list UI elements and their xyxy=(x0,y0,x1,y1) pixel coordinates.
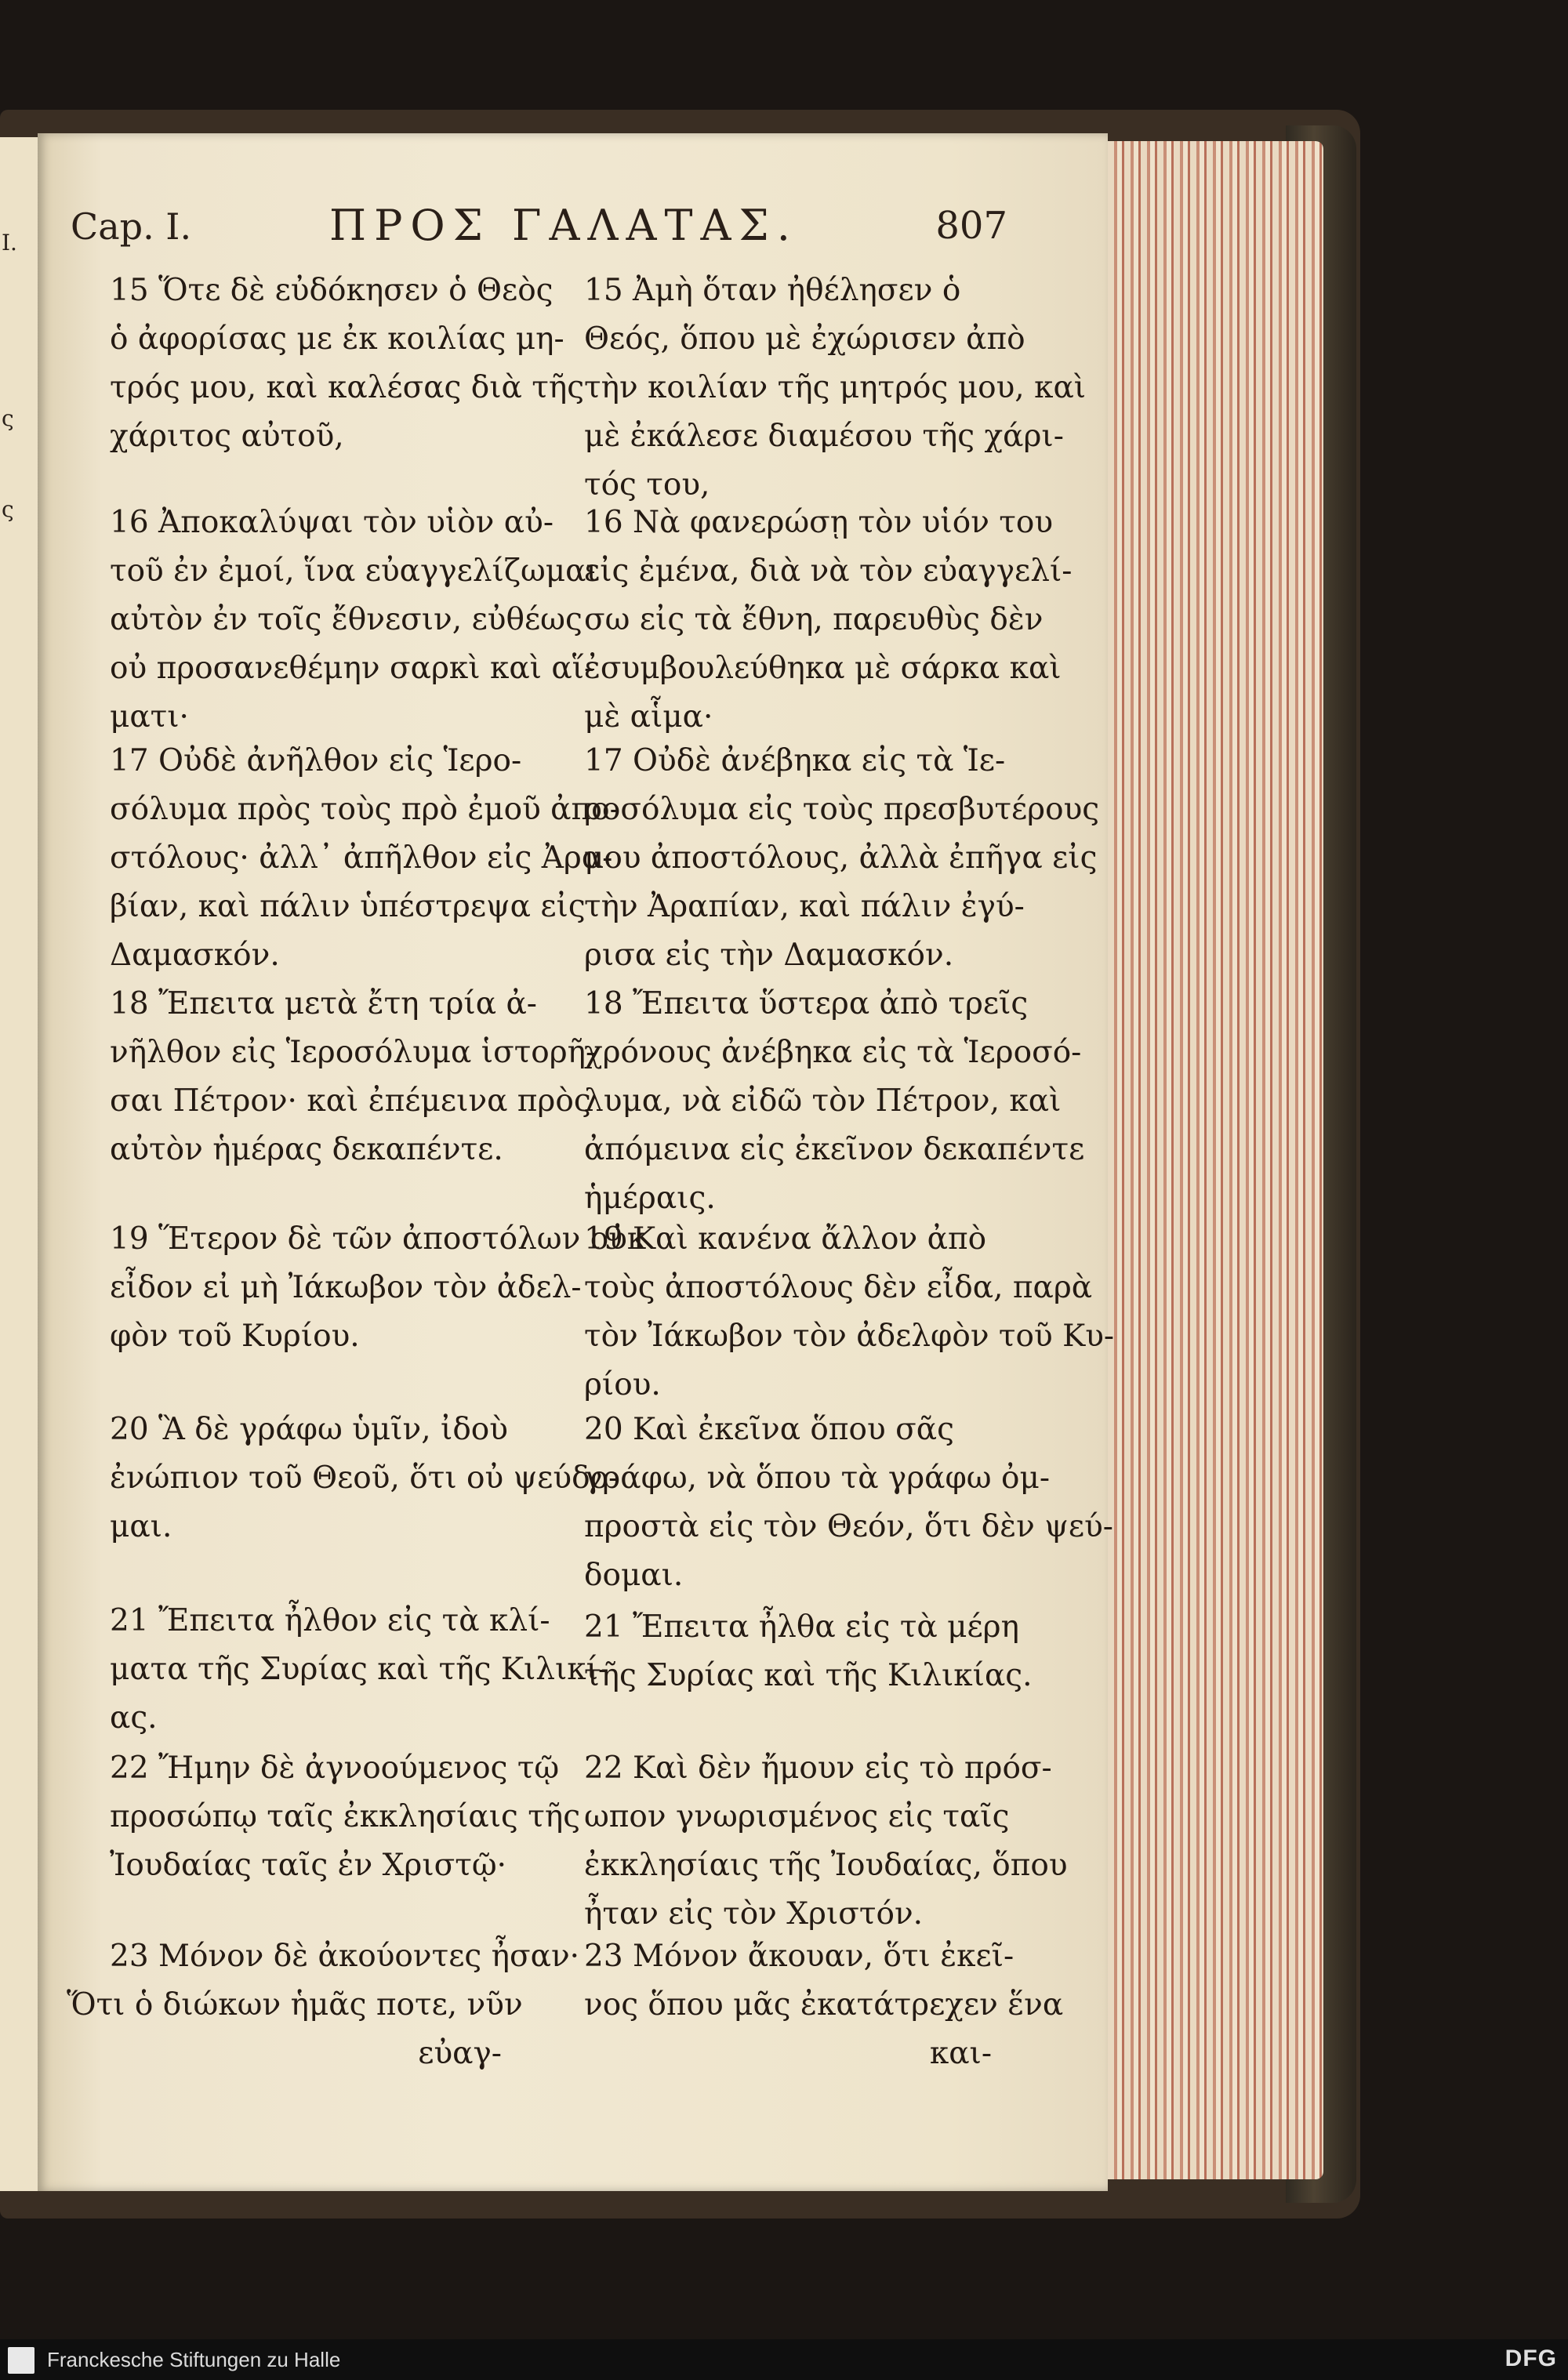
verse-15-left xyxy=(110,267,584,461)
text-line: τὴν κοιλίαν τῆς μητρός μου, καὶ xyxy=(584,370,1087,405)
text-line: αὐτὸν ἡμέρας δεκαπέντε. xyxy=(110,1132,503,1167)
text-line: μαι. xyxy=(110,1509,172,1544)
verse-20-right xyxy=(584,1406,1113,1600)
text-line: νῆλθον εἰς Ἱεροσόλυμα ἱστορῆ- xyxy=(110,1035,597,1070)
page-number: 807 xyxy=(935,204,1007,248)
text-line: 22 Καὶ δὲν ἤμουν εἰς τὸ πρόσ- xyxy=(584,1751,1052,1786)
catchword: εὐαγ- xyxy=(418,2036,502,2071)
text-line: 20 Ἃ δὲ γράφω ὑμῖν, ἰδοὺ xyxy=(110,1412,508,1447)
page-header xyxy=(71,201,1007,256)
text-line: δομαι. xyxy=(584,1558,684,1593)
verse-19-right xyxy=(584,1215,1114,1409)
text-line: λυμα, νὰ εἰδῶ τὸν Πέτρον, καὶ xyxy=(584,1083,1062,1119)
verse-17-right xyxy=(584,737,1099,980)
page-title: ΠΡΟΣ ΓΑΛΑΤΑΣ. xyxy=(329,201,798,250)
margin-fragment: ς xyxy=(2,405,14,431)
text-line: τὴν Ἀραπίαν, καὶ πάλιν ἐγύ- xyxy=(584,889,1025,924)
dfg-logo: DFG xyxy=(1504,2346,1557,2371)
text-line: 18 Ἔπειτα μετὰ ἔτη τρία ἀ- xyxy=(110,986,537,1021)
verse-18-right xyxy=(584,980,1084,1223)
text-line: 21 Ἔπειτα ἦλθα εἰς τὰ μέρη xyxy=(584,1609,1019,1645)
verse-16-left xyxy=(110,499,598,742)
text-line: ὁ ἀφορίσας με ἐκ κοιλίας μη- xyxy=(110,321,564,357)
text-line: 16 Νὰ φανερώσῃ τὸν υἱόν του xyxy=(584,505,1054,540)
text-line: 21 Ἔπειτα ἦλθον εἰς τὰ κλί- xyxy=(110,1603,550,1638)
verse-23-left xyxy=(67,1932,580,2078)
text-line: ροσόλυμα εἰς τοὺς πρεσβυτέρους xyxy=(584,792,1100,827)
text-line: αὐτὸν ἐν τοῖς ἔθνεσιν, εὐθέως xyxy=(110,602,583,637)
text-line: 23 Μόνον ἄκουαν, ὅτι ἐκεῖ- xyxy=(584,1939,1014,1974)
text-line: ρίου. xyxy=(584,1367,661,1402)
verse-16-right xyxy=(584,499,1072,742)
text-line: χάριτος αὐτοῦ, xyxy=(110,419,344,454)
text-line: 17 Οὐδὲ ἀνέβηκα εἰς τὰ Ἱε- xyxy=(584,743,1006,778)
text-line: 15 Ὅτε δὲ εὐδόκησεν ὁ Θεὸς xyxy=(110,273,554,308)
text-line: Ἰουδαίας ταῖς ἐν Χριστῷ· xyxy=(110,1848,507,1883)
text-line: σω εἰς τὰ ἔθνη, παρευθὺς δὲν xyxy=(584,602,1044,637)
verse-22-right xyxy=(584,1744,1068,1939)
text-line: 19 Ἕτερον δὲ τῶν ἀποστόλων οὐκ xyxy=(110,1221,647,1257)
text-line: τρός μου, καὶ καλέσας διὰ τῆς xyxy=(110,370,585,405)
verse-23-right xyxy=(584,1932,1063,2078)
margin-fragment: ς xyxy=(2,496,14,522)
text-line: προστὰ εἰς τὸν Θεόν, ὅτι δὲν ψεύ- xyxy=(584,1509,1113,1544)
text-line: τῆς Συρίας καὶ τῆς Κιλικίας. xyxy=(584,1658,1033,1693)
text-line: γράφω, νὰ ὅπου τὰ γράφω ὀμ- xyxy=(584,1460,1051,1496)
text-line: 18 Ἔπειτα ὕστερα ἀπὸ τρεῖς xyxy=(584,986,1029,1021)
text-line: τός του, xyxy=(584,467,710,502)
text-line: εἰς ἐμένα, διὰ νὰ τὸν εὐαγγελί- xyxy=(584,553,1073,589)
text-line: ἐσυμβουλεύθηκα μὲ σάρκα καὶ xyxy=(584,651,1062,686)
margin-fragment: I. xyxy=(2,230,17,256)
text-line: μου ἀποστόλους, ἀλλὰ ἐπῆγα εἰς xyxy=(584,840,1098,876)
text-line: φὸν τοῦ Κυρίου. xyxy=(110,1319,360,1354)
verse-15-right xyxy=(584,267,1086,510)
text-line: Θεός, ὅπου μὲ ἐχώρισεν ἀπὸ xyxy=(584,321,1025,357)
text-line: ωπον γνωρισμένος εἰς ταῖς xyxy=(584,1799,1010,1834)
verse-20-left xyxy=(110,1406,619,1551)
text-line: 17 Οὐδὲ ἀνῆλθον εἰς Ἱερο- xyxy=(110,743,522,778)
footer-bar xyxy=(0,2339,1568,2380)
text-line: ἦταν εἰς τὸν Χριστόν. xyxy=(584,1896,924,1932)
text-line: Δαμασκόν. xyxy=(110,938,280,973)
text-line: σόλυμα πρὸς τοὺς πρὸ ἐμοῦ ἀπο- xyxy=(110,792,620,827)
text-line: τὸν Ἰάκωβον τὸν ἀδελφὸν τοῦ Κυ- xyxy=(584,1319,1115,1354)
text-line: ρισα εἰς τὴν Δαμασκόν. xyxy=(584,938,954,973)
text-line: ἐκκλησίαις τῆς Ἰουδαίας, ὅπου xyxy=(584,1848,1068,1883)
page-edges xyxy=(1108,141,1323,2179)
text-line: 16 Ἀποκαλύψαι τὸν υἱὸν αὐ- xyxy=(110,505,554,540)
verse-17-left xyxy=(110,737,620,980)
catchword: και- xyxy=(929,2036,992,2071)
institution-name: Franckesche Stiftungen zu Halle xyxy=(47,2348,341,2371)
text-line: βίαν, καὶ πάλιν ὑπέστρεψα εἰς xyxy=(110,889,586,924)
verse-21-right xyxy=(584,1603,1033,1700)
text-line: εἶδον εἰ μὴ Ἰάκωβον τὸν ἀδελ- xyxy=(110,1270,582,1305)
text-line: μὲ αἷμα· xyxy=(584,699,713,735)
text-line: 15 Ἀμὴ ὅταν ἠθέλησεν ὁ xyxy=(584,273,961,308)
text-line: σαι Πέτρον· καὶ ἐπέμεινα πρὸς xyxy=(110,1083,591,1119)
chapter-label: Cap. I. xyxy=(71,205,192,248)
verse-18-left xyxy=(110,980,596,1174)
text-line: 22 Ἤμην δὲ ἀγνοούμενος τῷ xyxy=(110,1751,560,1786)
text-line: προσώπῳ ταῖς ἐκκλησίαις τῆς xyxy=(110,1799,581,1834)
text-line: στόλους· ἀλλ᾽ ἀπῆλθον εἰς Ἀρα- xyxy=(110,840,613,876)
text-line: τοὺς ἀποστόλους δὲν εἶδα, παρὰ xyxy=(584,1270,1093,1305)
verse-19-left xyxy=(110,1215,646,1361)
text-line: ἀπόμεινα εἰς ἐκεῖνον δεκαπέντε xyxy=(584,1132,1085,1167)
text-line: μὲ ἐκάλεσε διαμέσου τῆς χάρι- xyxy=(584,419,1064,454)
text-line: τοῦ ἐν ἐμοί, ἵνα εὐαγγελίζωμαι xyxy=(110,553,598,589)
text-line: οὐ προσανεθέμην σαρκὶ καὶ αἵ- xyxy=(110,651,595,686)
text-line: χρόνους ἀνέβηκα εἰς τὰ Ἱεροσό- xyxy=(584,1035,1082,1070)
text-line: ματα τῆς Συρίας καὶ τῆς Κιλικί- xyxy=(110,1652,609,1687)
text-line: Ὅτι ὁ διώκων ἡμᾶς ποτε, νῦν xyxy=(67,1987,523,2023)
institution-logo-icon xyxy=(8,2347,34,2374)
text-line: 19 Καὶ κανένα ἄλλον ἀπὸ xyxy=(584,1221,987,1257)
text-line: νος ὅπου μᾶς ἐκατάτρεχεν ἕνα xyxy=(584,1987,1064,2023)
text-line: 23 Μόνον δὲ ἀκούοντες ἦσαν· xyxy=(110,1939,580,1974)
verse-21-left xyxy=(110,1597,608,1743)
text-line: ας. xyxy=(110,1700,158,1736)
verse-22-left xyxy=(110,1744,580,1890)
text-line: ἐνώπιον τοῦ Θεοῦ, ὅτι οὐ ψεύδο- xyxy=(110,1460,619,1496)
text-line: 20 Καὶ ἐκεῖνα ὅπου σᾶς xyxy=(584,1412,954,1447)
text-line: ματι· xyxy=(110,699,189,735)
text-line: ἡμέραις. xyxy=(584,1181,716,1216)
previous-page-edge xyxy=(0,137,40,2191)
